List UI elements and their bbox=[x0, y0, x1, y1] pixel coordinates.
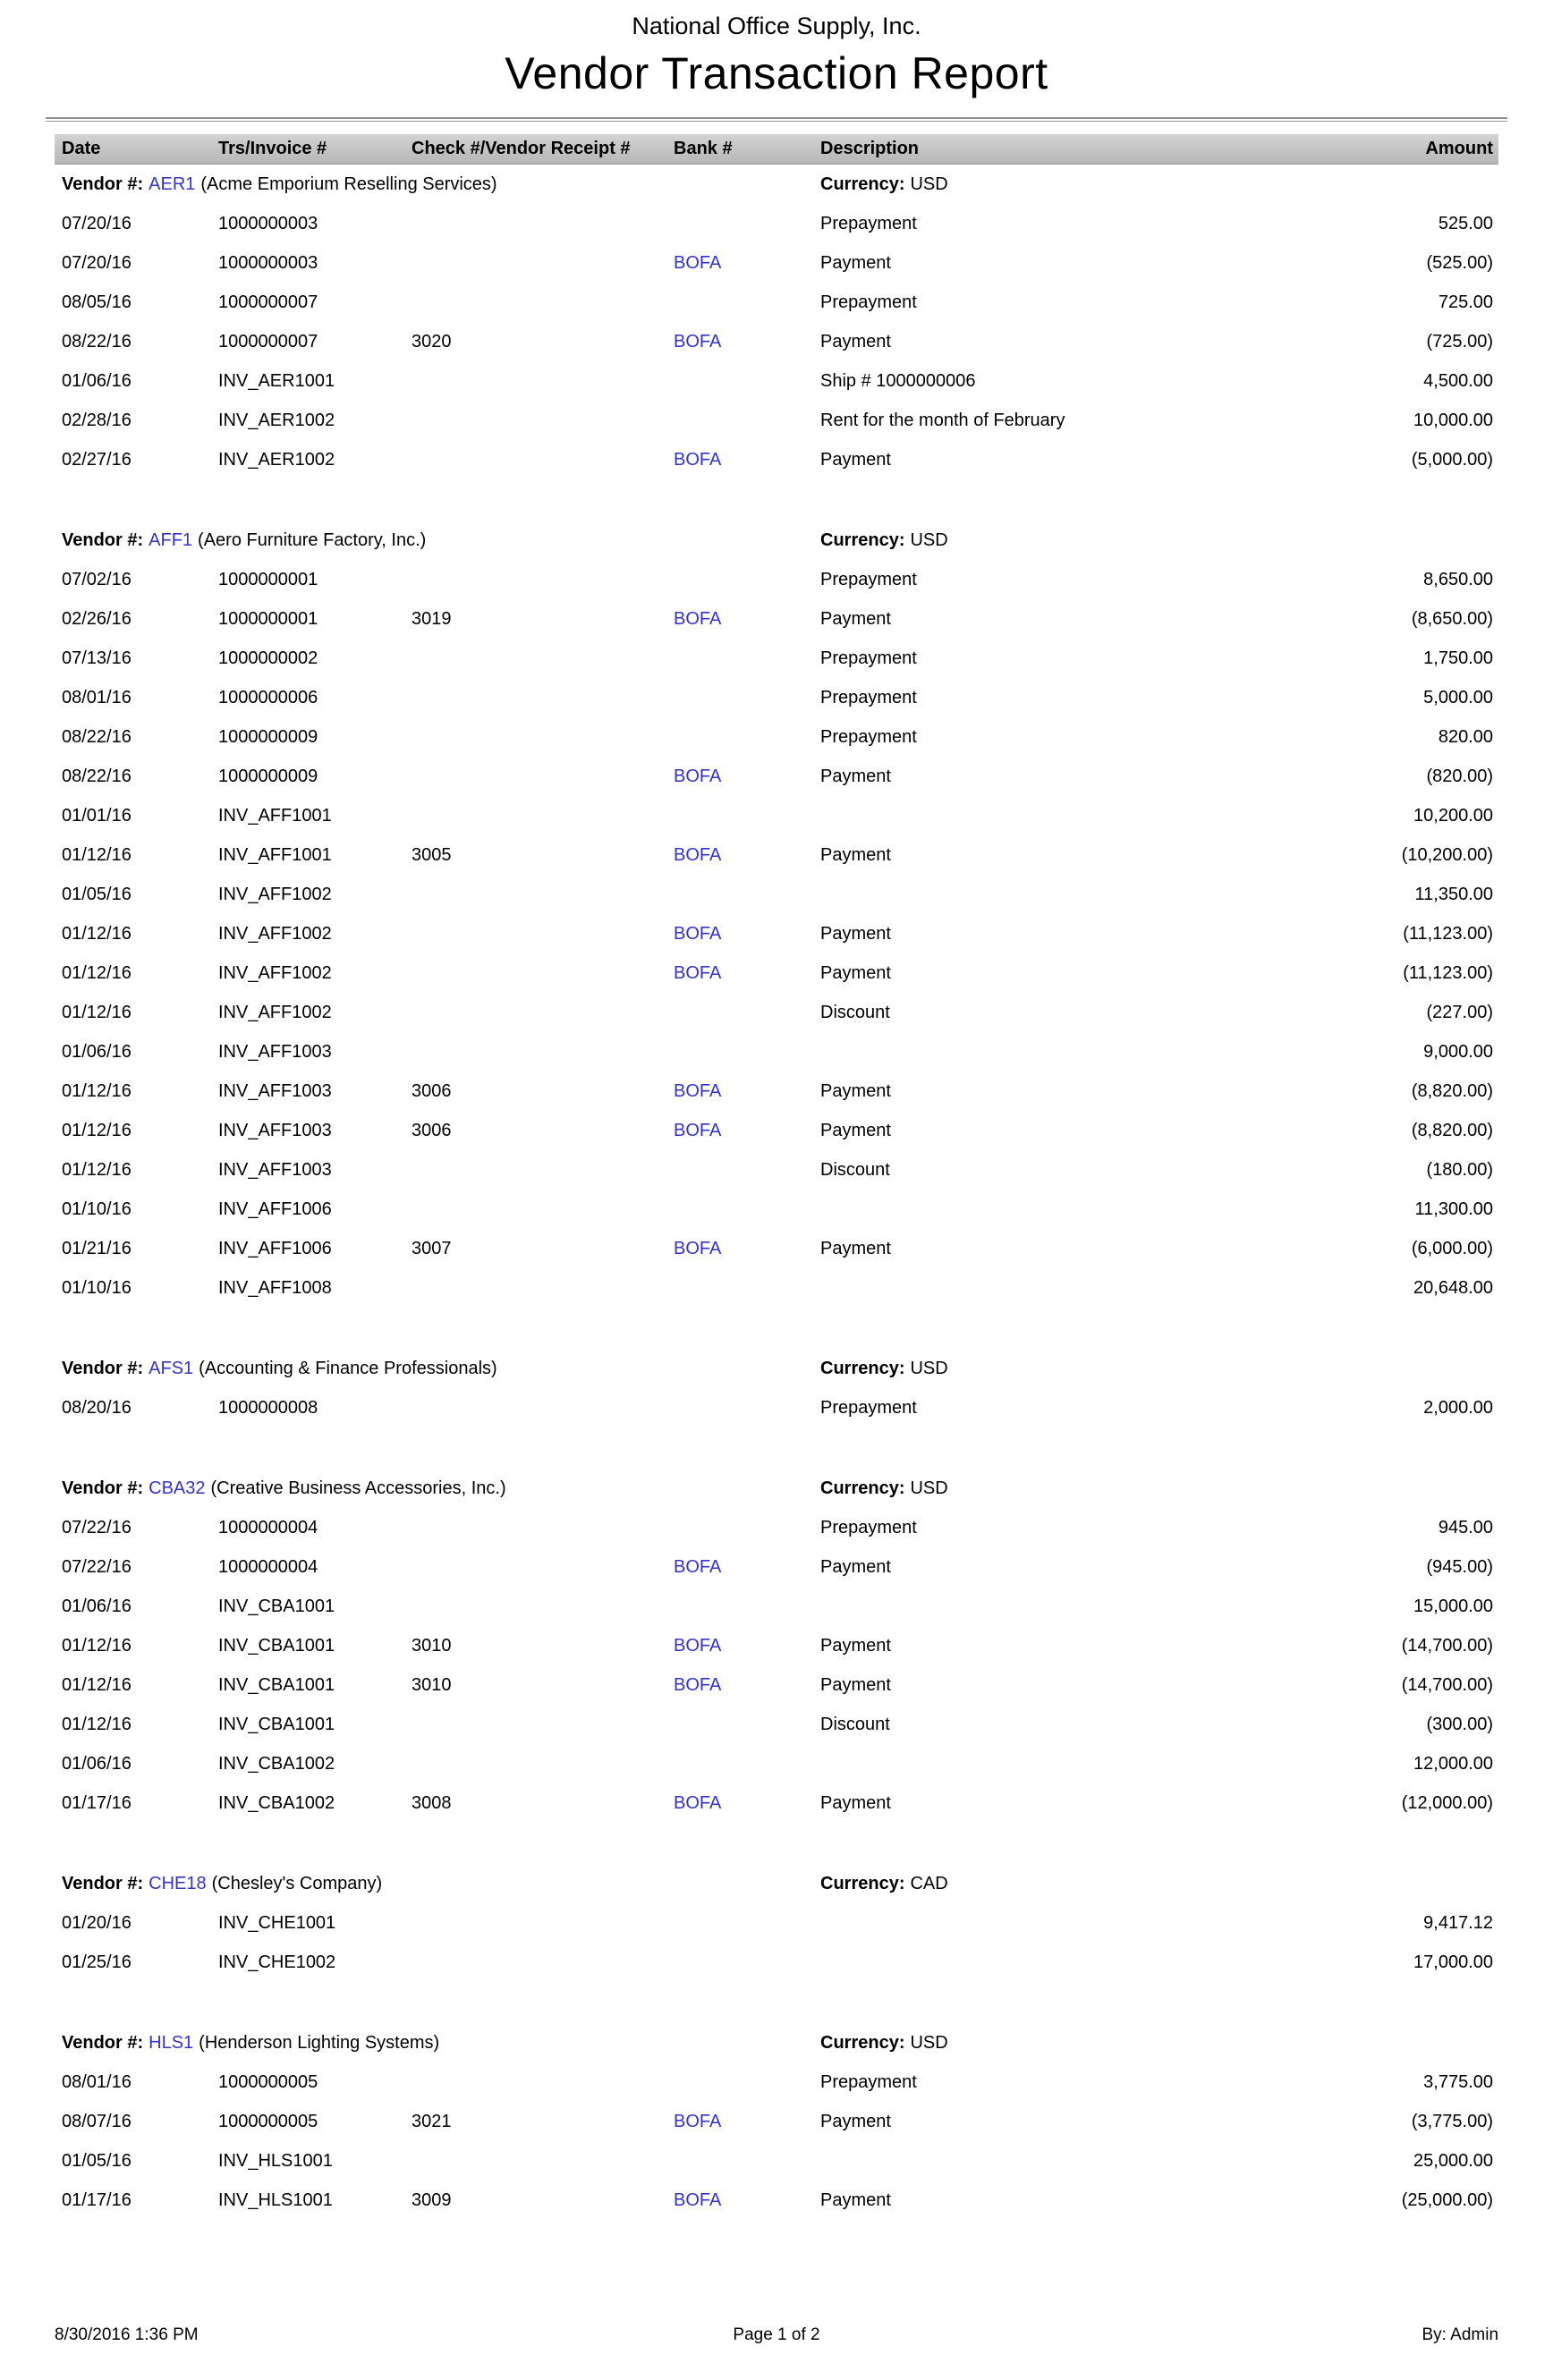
table-row bbox=[55, 2062, 1498, 2102]
invoice-cell: 1000000003 bbox=[218, 252, 318, 273]
vendor-section bbox=[55, 165, 1498, 479]
col-header-bank: Bank # bbox=[674, 139, 733, 158]
description-cell: Payment bbox=[820, 844, 891, 865]
date-cell: 08/22/16 bbox=[62, 331, 132, 351]
currency-info bbox=[813, 2033, 1498, 2054]
vendor-number-label: Vendor #: bbox=[62, 1358, 144, 1378]
amount-cell: 1,750.00 bbox=[1423, 648, 1493, 668]
amount-cell: (3,775.00) bbox=[1411, 2111, 1493, 2131]
description-cell: Payment bbox=[820, 2189, 891, 2210]
col-header-amount: Amount bbox=[1425, 139, 1493, 158]
currency-value: USD bbox=[910, 2032, 948, 2053]
amount-cell: (525.00) bbox=[1426, 252, 1493, 273]
vendor-code-link[interactable]: AER1 bbox=[149, 174, 196, 194]
vendor-info bbox=[55, 1478, 813, 1499]
currency-info bbox=[813, 530, 1498, 551]
table-row bbox=[55, 1229, 1498, 1268]
company-name: National Office Supply, Inc. bbox=[632, 13, 921, 39]
amount-cell: (8,820.00) bbox=[1411, 1120, 1493, 1140]
invoice-cell: INV_AER1001 bbox=[218, 370, 335, 391]
table-row bbox=[55, 717, 1498, 757]
invoice-cell: 1000000001 bbox=[218, 608, 318, 629]
date-cell: 01/12/16 bbox=[62, 1159, 132, 1180]
description-cell: Payment bbox=[820, 1238, 891, 1258]
invoice-cell: INV_AFF1002 bbox=[218, 1002, 332, 1022]
vendor-name: (Henderson Lighting Systems) bbox=[199, 2032, 440, 2053]
check-cell: 3007 bbox=[412, 1238, 452, 1258]
invoice-cell: 1000000004 bbox=[218, 1556, 318, 1577]
report-table bbox=[55, 134, 1498, 2220]
invoice-cell: 1000000004 bbox=[218, 1517, 318, 1537]
amount-cell: 11,350.00 bbox=[1414, 884, 1493, 904]
amount-cell: (725.00) bbox=[1426, 331, 1493, 351]
date-cell: 01/12/16 bbox=[62, 923, 132, 944]
table-row bbox=[55, 2181, 1498, 2220]
date-cell: 01/06/16 bbox=[62, 1596, 132, 1616]
date-cell: 01/06/16 bbox=[62, 370, 132, 391]
check-cell: 3019 bbox=[412, 608, 452, 629]
date-cell: 01/12/16 bbox=[62, 1002, 132, 1022]
invoice-cell: INV_AFF1006 bbox=[218, 1238, 332, 1258]
table-row bbox=[55, 1783, 1498, 1823]
vendor-code-link[interactable]: AFF1 bbox=[149, 529, 193, 550]
table-row bbox=[55, 639, 1498, 678]
table-row bbox=[55, 993, 1498, 1032]
date-cell: 01/12/16 bbox=[62, 1714, 132, 1734]
date-cell: 08/01/16 bbox=[62, 687, 132, 707]
bank-link[interactable]: BOFA bbox=[674, 923, 722, 944]
bank-link[interactable]: BOFA bbox=[674, 331, 722, 351]
amount-cell: 5,000.00 bbox=[1423, 687, 1493, 707]
invoice-cell: INV_AER1002 bbox=[218, 410, 335, 430]
date-cell: 08/05/16 bbox=[62, 292, 132, 312]
invoice-cell: 1000000007 bbox=[218, 331, 318, 351]
date-cell: 08/22/16 bbox=[62, 766, 132, 786]
footer-page-number: Page 1 of 2 bbox=[733, 2325, 820, 2344]
vendor-number-label: Vendor #: bbox=[62, 174, 144, 194]
invoice-cell: INV_AFF1006 bbox=[218, 1198, 332, 1219]
bank-link[interactable]: BOFA bbox=[674, 1080, 722, 1101]
vendor-name: (Aero Furniture Factory, Inc.) bbox=[198, 529, 427, 550]
amount-cell: (180.00) bbox=[1426, 1159, 1493, 1180]
table-row bbox=[55, 1705, 1498, 1744]
amount-cell: 17,000.00 bbox=[1413, 1952, 1493, 1972]
description-cell: Payment bbox=[820, 331, 891, 351]
date-cell: 01/12/16 bbox=[62, 844, 132, 865]
vendor-section-header bbox=[55, 1349, 1498, 1388]
table-row bbox=[55, 914, 1498, 953]
section-rows bbox=[55, 1508, 1498, 1823]
date-cell: 01/17/16 bbox=[62, 1792, 132, 1813]
date-cell: 01/21/16 bbox=[62, 1238, 132, 1258]
invoice-cell: INV_AFF1001 bbox=[218, 805, 332, 826]
amount-cell: (25,000.00) bbox=[1401, 2189, 1493, 2210]
table-row bbox=[55, 1508, 1498, 1547]
invoice-cell: INV_AFF1002 bbox=[218, 884, 332, 904]
amount-cell: (14,700.00) bbox=[1401, 1674, 1493, 1695]
description-cell: Discount bbox=[820, 1714, 890, 1734]
invoice-cell: 1000000009 bbox=[218, 766, 318, 786]
vendor-info bbox=[55, 530, 813, 551]
currency-label: Currency: bbox=[820, 1873, 905, 1893]
amount-cell: (300.00) bbox=[1426, 1714, 1493, 1734]
invoice-cell: 1000000003 bbox=[218, 213, 318, 233]
vendor-number-label: Vendor #: bbox=[62, 1478, 144, 1498]
description-cell: Payment bbox=[820, 252, 891, 273]
date-cell: 01/10/16 bbox=[62, 1198, 132, 1219]
currency-label: Currency: bbox=[820, 529, 905, 550]
date-cell: 01/05/16 bbox=[62, 884, 132, 904]
invoice-cell: 1000000005 bbox=[218, 2071, 318, 2092]
description-cell: Payment bbox=[820, 1635, 891, 1656]
description-cell: Payment bbox=[820, 1120, 891, 1140]
amount-cell: (6,000.00) bbox=[1411, 1238, 1493, 1258]
check-cell: 3006 bbox=[412, 1080, 452, 1101]
currency-label: Currency: bbox=[820, 1478, 905, 1498]
amount-cell: (8,650.00) bbox=[1411, 608, 1493, 629]
bank-link[interactable]: BOFA bbox=[674, 2111, 722, 2131]
table-row bbox=[55, 1626, 1498, 1665]
amount-cell: (5,000.00) bbox=[1411, 449, 1493, 470]
vendor-code-link[interactable]: HLS1 bbox=[149, 2032, 194, 2053]
table-row bbox=[55, 1943, 1498, 1982]
date-cell: 02/27/16 bbox=[62, 449, 132, 470]
description-cell: Prepayment bbox=[820, 1517, 917, 1537]
amount-cell: 9,417.12 bbox=[1423, 1912, 1493, 1933]
amount-cell: 10,200.00 bbox=[1413, 805, 1493, 826]
currency-info bbox=[813, 1359, 1498, 1379]
date-cell: 07/20/16 bbox=[62, 213, 132, 233]
date-cell: 01/12/16 bbox=[62, 1674, 132, 1695]
vendor-number-label: Vendor #: bbox=[62, 1873, 144, 1893]
table-row bbox=[55, 1587, 1498, 1626]
description-cell: Payment bbox=[820, 449, 891, 470]
vendor-name: (Acme Emporium Reselling Services) bbox=[200, 174, 497, 194]
amount-cell: 20,648.00 bbox=[1413, 1277, 1493, 1298]
amount-cell: 820.00 bbox=[1438, 726, 1493, 747]
vendor-number-label: Vendor #: bbox=[62, 529, 144, 550]
bank-link[interactable]: BOFA bbox=[674, 1120, 722, 1140]
invoice-cell: 1000000002 bbox=[218, 648, 318, 668]
check-cell: 3008 bbox=[412, 1792, 452, 1813]
amount-cell: (14,700.00) bbox=[1401, 1635, 1493, 1656]
table-row bbox=[55, 440, 1498, 479]
invoice-cell: INV_HLS1001 bbox=[218, 2150, 333, 2171]
vendor-code-link[interactable]: CBA32 bbox=[149, 1478, 206, 1498]
bank-link[interactable]: BOFA bbox=[674, 844, 722, 865]
invoice-cell: INV_AFF1008 bbox=[218, 1277, 332, 1298]
currency-info bbox=[813, 1478, 1498, 1499]
description-cell: Payment bbox=[820, 766, 891, 786]
bank-link[interactable]: BOFA bbox=[674, 1674, 722, 1695]
table-row bbox=[55, 243, 1498, 283]
invoice-cell: INV_AFF1001 bbox=[218, 844, 332, 865]
amount-cell: 2,000.00 bbox=[1423, 1397, 1493, 1418]
description-cell: Payment bbox=[820, 923, 891, 944]
description-cell: Prepayment bbox=[820, 648, 917, 668]
description-cell: Payment bbox=[820, 1556, 891, 1577]
vendor-info bbox=[55, 174, 813, 195]
table-row bbox=[55, 361, 1498, 401]
check-cell: 3009 bbox=[412, 2189, 452, 2210]
currency-value: CAD bbox=[910, 1873, 948, 1893]
description-cell: Rent for the month of February bbox=[820, 410, 1065, 430]
invoice-cell: 1000000006 bbox=[218, 687, 318, 707]
check-cell: 3006 bbox=[412, 1120, 452, 1140]
description-cell: Prepayment bbox=[820, 292, 917, 312]
col-header-check: Check #/Vendor Receipt # bbox=[412, 139, 631, 158]
description-cell: Prepayment bbox=[820, 687, 917, 707]
table-row bbox=[55, 1268, 1498, 1308]
vendor-code-link[interactable]: CHE18 bbox=[149, 1873, 207, 1893]
table-row bbox=[55, 1744, 1498, 1783]
table-row bbox=[55, 204, 1498, 243]
table-row bbox=[55, 835, 1498, 875]
vendor-section-header bbox=[55, 165, 1498, 204]
description-cell: Prepayment bbox=[820, 726, 917, 747]
date-cell: 07/02/16 bbox=[62, 569, 132, 589]
description-cell: Ship # 1000000006 bbox=[820, 370, 976, 391]
table-row bbox=[55, 1150, 1498, 1190]
invoice-cell: 1000000009 bbox=[218, 726, 318, 747]
invoice-cell: 1000000005 bbox=[218, 2111, 318, 2131]
invoice-cell: INV_AFF1003 bbox=[218, 1159, 332, 1180]
table-row bbox=[55, 322, 1498, 361]
vendor-section-header bbox=[55, 1469, 1498, 1508]
invoice-cell: INV_CBA1002 bbox=[218, 1792, 335, 1813]
currency-label: Currency: bbox=[820, 2032, 905, 2053]
description-cell: Payment bbox=[820, 962, 891, 983]
date-cell: 08/20/16 bbox=[62, 1397, 132, 1418]
table-row bbox=[55, 2141, 1498, 2181]
currency-value: USD bbox=[910, 1478, 948, 1498]
footer-datetime: 8/30/2016 1:36 PM bbox=[55, 2325, 199, 2344]
col-header-invoice: Trs/Invoice # bbox=[218, 139, 327, 158]
amount-cell: 15,000.00 bbox=[1413, 1596, 1493, 1616]
amount-cell: (8,820.00) bbox=[1411, 1080, 1493, 1101]
table-row bbox=[55, 1903, 1498, 1943]
section-rows bbox=[55, 560, 1498, 1308]
table-row bbox=[55, 1388, 1498, 1427]
amount-cell: 725.00 bbox=[1438, 292, 1493, 312]
vendor-section-header bbox=[55, 2023, 1498, 2062]
table-row bbox=[55, 1111, 1498, 1150]
date-cell: 01/25/16 bbox=[62, 1952, 132, 1972]
vendor-section-header bbox=[55, 521, 1498, 560]
section-rows bbox=[55, 1903, 1498, 1982]
date-cell: 01/01/16 bbox=[62, 805, 132, 826]
description-cell: Discount bbox=[820, 1002, 890, 1022]
date-cell: 01/10/16 bbox=[62, 1277, 132, 1298]
amount-cell: 4,500.00 bbox=[1423, 370, 1493, 391]
table-row bbox=[55, 1032, 1498, 1071]
date-cell: 01/12/16 bbox=[62, 1080, 132, 1101]
amount-cell: 10,000.00 bbox=[1413, 410, 1493, 430]
invoice-cell: 1000000008 bbox=[218, 1397, 318, 1418]
date-cell: 07/22/16 bbox=[62, 1556, 132, 1577]
check-cell: 3005 bbox=[412, 844, 452, 865]
check-cell: 3021 bbox=[412, 2111, 452, 2131]
amount-cell: 9,000.00 bbox=[1423, 1041, 1493, 1062]
report-footer bbox=[55, 2325, 1498, 2345]
invoice-cell: INV_AFF1003 bbox=[218, 1120, 332, 1140]
bank-link[interactable]: BOFA bbox=[674, 1238, 722, 1258]
amount-cell: (10,200.00) bbox=[1401, 844, 1493, 865]
invoice-cell: INV_AFF1003 bbox=[218, 1041, 332, 1062]
vendor-name: (Creative Business Accessories, Inc.) bbox=[210, 1478, 506, 1498]
amount-cell: 11,300.00 bbox=[1414, 1198, 1493, 1219]
amount-cell: (820.00) bbox=[1426, 766, 1493, 786]
bank-link[interactable]: BOFA bbox=[674, 962, 722, 983]
description-cell: Payment bbox=[820, 1080, 891, 1101]
date-cell: 08/22/16 bbox=[62, 726, 132, 747]
invoice-cell: 1000000007 bbox=[218, 292, 318, 312]
invoice-cell: INV_CHE1002 bbox=[218, 1952, 336, 1972]
vendor-number-label: Vendor #: bbox=[62, 2032, 144, 2053]
currency-label: Currency: bbox=[820, 1358, 905, 1378]
amount-cell: 945.00 bbox=[1438, 1517, 1493, 1537]
report-title: Vendor Transaction Report bbox=[505, 48, 1048, 98]
section-rows bbox=[55, 1388, 1498, 1427]
bank-link[interactable]: BOFA bbox=[674, 1635, 722, 1656]
invoice-cell: INV_AFF1002 bbox=[218, 923, 332, 944]
report-body bbox=[55, 165, 1498, 2220]
amount-cell: 12,000.00 bbox=[1413, 1753, 1493, 1774]
vendor-section-header bbox=[55, 1864, 1498, 1903]
check-cell: 3010 bbox=[412, 1635, 452, 1656]
invoice-cell: INV_CBA1001 bbox=[218, 1635, 335, 1656]
vendor-section bbox=[55, 521, 1498, 1308]
description-cell: Payment bbox=[820, 1792, 891, 1813]
vendor-section bbox=[55, 1864, 1498, 1982]
check-cell: 3010 bbox=[412, 1674, 452, 1695]
date-cell: 02/26/16 bbox=[62, 608, 132, 629]
vendor-section bbox=[55, 2023, 1498, 2220]
invoice-cell: INV_AER1002 bbox=[218, 449, 335, 470]
bank-link[interactable]: BOFA bbox=[674, 608, 722, 629]
table-row bbox=[55, 757, 1498, 796]
amount-cell: (12,000.00) bbox=[1401, 1792, 1493, 1813]
vendor-info bbox=[55, 2033, 813, 2054]
description-cell: Payment bbox=[820, 608, 891, 629]
check-cell: 3020 bbox=[412, 331, 452, 351]
table-row bbox=[55, 875, 1498, 914]
invoice-cell: INV_CBA1002 bbox=[218, 1753, 335, 1774]
bank-link[interactable]: BOFA bbox=[674, 1792, 722, 1813]
date-cell: 01/12/16 bbox=[62, 962, 132, 983]
invoice-cell: INV_AFF1003 bbox=[218, 1080, 332, 1101]
amount-cell: 3,775.00 bbox=[1423, 2071, 1493, 2092]
amount-cell: (227.00) bbox=[1426, 1002, 1493, 1022]
vendor-info bbox=[55, 1359, 813, 1379]
table-row bbox=[55, 1547, 1498, 1587]
vendor-name: (Chesley's Company) bbox=[211, 1873, 383, 1893]
date-cell: 01/06/16 bbox=[62, 1041, 132, 1062]
bank-link[interactable]: BOFA bbox=[674, 1556, 722, 1577]
table-row bbox=[55, 2102, 1498, 2141]
amount-cell: 525.00 bbox=[1438, 213, 1493, 233]
table-row bbox=[55, 560, 1498, 599]
currency-info bbox=[813, 174, 1498, 195]
amount-cell: 8,650.00 bbox=[1423, 569, 1493, 589]
date-cell: 02/28/16 bbox=[62, 410, 132, 430]
section-rows bbox=[55, 204, 1498, 479]
table-row bbox=[55, 678, 1498, 717]
col-header-description: Description bbox=[820, 139, 920, 158]
invoice-cell: INV_CBA1001 bbox=[218, 1714, 335, 1734]
vendor-section bbox=[55, 1349, 1498, 1427]
footer-by: By: Admin bbox=[1421, 2325, 1499, 2344]
amount-cell: (945.00) bbox=[1426, 1556, 1493, 1577]
description-cell: Prepayment bbox=[820, 569, 917, 589]
description-cell: Prepayment bbox=[820, 2071, 917, 2092]
description-cell: Prepayment bbox=[820, 213, 917, 233]
vendor-info bbox=[55, 1874, 813, 1894]
invoice-cell: INV_CBA1001 bbox=[218, 1596, 335, 1616]
bank-link[interactable]: BOFA bbox=[674, 766, 722, 786]
vendor-code-link[interactable]: AFS1 bbox=[149, 1358, 194, 1378]
bank-link[interactable]: BOFA bbox=[674, 252, 722, 273]
table-row bbox=[55, 283, 1498, 322]
date-cell: 01/06/16 bbox=[62, 1753, 132, 1774]
currency-value: USD bbox=[910, 529, 948, 550]
table-row bbox=[55, 401, 1498, 440]
date-cell: 01/17/16 bbox=[62, 2189, 132, 2210]
currency-value: USD bbox=[910, 1358, 948, 1378]
currency-value: USD bbox=[910, 174, 948, 194]
amount-cell: 25,000.00 bbox=[1413, 2150, 1493, 2171]
description-cell: Prepayment bbox=[820, 1397, 917, 1418]
table-row bbox=[55, 953, 1498, 993]
currency-info bbox=[813, 1874, 1498, 1894]
table-row bbox=[55, 796, 1498, 835]
description-cell: Payment bbox=[820, 1674, 891, 1695]
date-cell: 08/01/16 bbox=[62, 2071, 132, 2092]
date-cell: 01/20/16 bbox=[62, 1912, 132, 1933]
currency-label: Currency: bbox=[820, 174, 905, 194]
date-cell: 08/07/16 bbox=[62, 2111, 132, 2131]
description-cell: Discount bbox=[820, 1159, 890, 1180]
date-cell: 01/05/16 bbox=[62, 2150, 132, 2171]
amount-cell: (11,123.00) bbox=[1403, 962, 1493, 983]
bank-link[interactable]: BOFA bbox=[674, 449, 722, 470]
date-cell: 01/12/16 bbox=[62, 1120, 132, 1140]
date-cell: 01/12/16 bbox=[62, 1635, 132, 1656]
col-header-date: Date bbox=[62, 139, 101, 158]
invoice-cell: INV_CBA1001 bbox=[218, 1674, 335, 1695]
date-cell: 07/22/16 bbox=[62, 1517, 132, 1537]
invoice-cell: INV_AFF1002 bbox=[218, 962, 332, 983]
table-row bbox=[55, 1071, 1498, 1111]
amount-cell: (11,123.00) bbox=[1403, 923, 1493, 944]
invoice-cell: 1000000001 bbox=[218, 569, 318, 589]
date-cell: 07/13/16 bbox=[62, 648, 132, 668]
invoice-cell: INV_CHE1001 bbox=[218, 1912, 336, 1933]
invoice-cell: INV_HLS1001 bbox=[218, 2189, 333, 2210]
table-row bbox=[55, 1190, 1498, 1229]
table-row bbox=[55, 1665, 1498, 1705]
bank-link[interactable]: BOFA bbox=[674, 2189, 722, 2210]
table-header-row bbox=[55, 134, 1498, 165]
vendor-section bbox=[55, 1469, 1498, 1823]
description-cell: Payment bbox=[820, 2111, 891, 2131]
vendor-name: (Accounting & Finance Professionals) bbox=[199, 1358, 497, 1378]
table-row bbox=[55, 599, 1498, 639]
section-rows bbox=[55, 2062, 1498, 2220]
date-cell: 07/20/16 bbox=[62, 252, 132, 273]
title-separator bbox=[46, 117, 1507, 122]
